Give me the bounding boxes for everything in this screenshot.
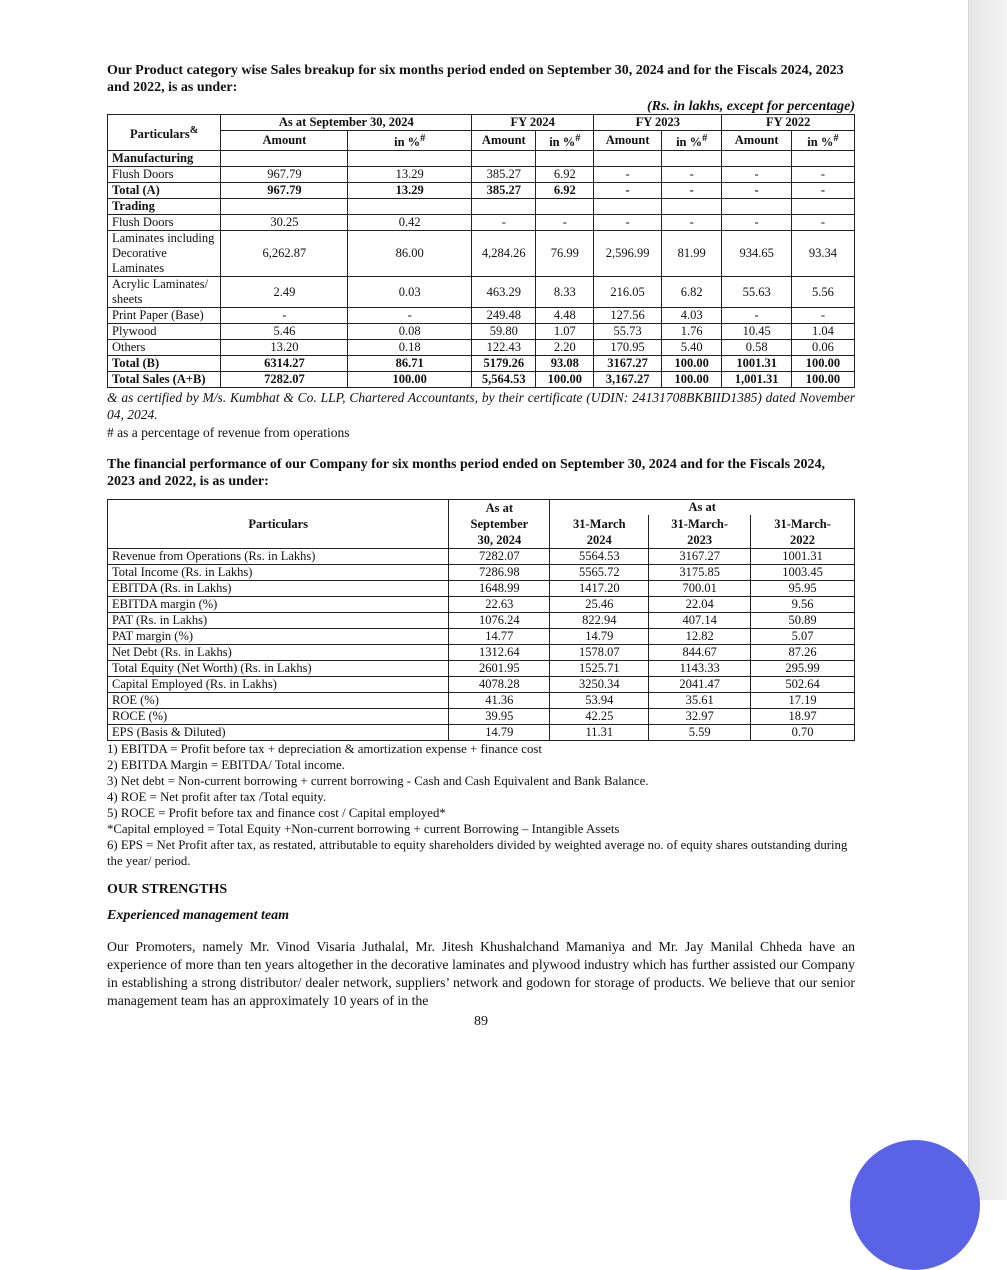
cell-value: 7282.07	[221, 372, 348, 388]
cell-value: -	[594, 215, 662, 231]
cell-value: 5.59	[649, 725, 751, 741]
cell-value: 11.31	[550, 725, 649, 741]
cell-value: -	[722, 183, 791, 199]
cell-value: 822.94	[550, 613, 649, 629]
cell-value: 55.73	[594, 324, 662, 340]
cell-value: 0.03	[348, 277, 472, 308]
definition-item: 2) EBITDA Margin = EBITDA/ Total income.	[107, 758, 345, 773]
row-label: Total (B)	[108, 356, 221, 372]
cell-value: 5,564.53	[472, 372, 536, 388]
cell-value: 86.71	[348, 356, 472, 372]
cell-value: 1578.07	[550, 645, 649, 661]
cell-value: 76.99	[536, 231, 594, 277]
sales-col-sep2024: As at September 30, 2024	[221, 115, 472, 131]
sales-table	[107, 114, 855, 388]
cell-value: 95.95	[751, 581, 855, 597]
cell-value: 100.00	[536, 372, 594, 388]
sales-row	[108, 277, 855, 308]
row-label: Print Paper (Base)	[108, 308, 221, 324]
definition-item: *Capital employed = Total Equity +Non-current borrowing + current Borrowing – Intangible Assets	[107, 822, 620, 837]
row-label: Total Equity (Net Worth) (Rs. in Lakhs)	[108, 661, 449, 677]
sales-row	[108, 183, 855, 199]
cell-value: 50.89	[751, 613, 855, 629]
cell-value: 25.46	[550, 597, 649, 613]
cell-value: 7282.07	[449, 549, 550, 565]
cell-value: 844.67	[649, 645, 751, 661]
cell-value	[536, 199, 594, 215]
sales-heading: Our Product category wise Sales breakup for six months period ended on September 30, 2024 and for the Fiscals 2024, 2023 and 2022, is as under:	[107, 63, 844, 95]
cell-value: 100.00	[348, 372, 472, 388]
fin-col-particulars: Particulars	[108, 500, 449, 549]
cell-value: 700.01	[649, 581, 751, 597]
cell-value: 93.34	[791, 231, 854, 277]
sales-row	[108, 324, 855, 340]
sales-col-fy2022: FY 2022	[722, 115, 855, 131]
cell-value: -	[722, 167, 791, 183]
cell-value: 13.20	[221, 340, 348, 356]
cell-value: 9.56	[751, 597, 855, 613]
cell-value: 0.18	[348, 340, 472, 356]
certification-note: & as certified by M/s. Kumbhat & Co. LLP, Chartered Accountants, by their certificate (UDIN: 24131708BKBIID1385) dated November 04, 2024.	[107, 390, 855, 423]
cell-value: 59.80	[472, 324, 536, 340]
financial-row	[108, 597, 855, 613]
cell-value	[594, 151, 662, 167]
cell-value: -	[722, 215, 791, 231]
cell-value: 463.29	[472, 277, 536, 308]
cell-value: 55.63	[722, 277, 791, 308]
cell-value: 1.04	[791, 324, 854, 340]
financial-row	[108, 709, 855, 725]
row-label: Trading	[108, 199, 221, 215]
cell-value: 4.03	[661, 308, 721, 324]
cell-value: 1001.31	[751, 549, 855, 565]
cell-value: 86.00	[348, 231, 472, 277]
page-edge	[968, 0, 1007, 1200]
cell-value: 6,262.87	[221, 231, 348, 277]
section-row	[108, 199, 855, 215]
row-label: Manufacturing	[108, 151, 221, 167]
cell-value: 5564.53	[550, 549, 649, 565]
definitions-list	[107, 741, 855, 869]
cell-value: 1.07	[536, 324, 594, 340]
percentage-note: # as a percentage of revenue from operations	[107, 425, 350, 441]
cell-value: 1525.71	[550, 661, 649, 677]
fin-col-sep2024: As at September 30, 2024	[449, 500, 550, 549]
cell-value: -	[536, 215, 594, 231]
financial-row	[108, 677, 855, 693]
cell-value: 934.65	[722, 231, 791, 277]
cell-value: 385.27	[472, 183, 536, 199]
cell-value: 14.77	[449, 629, 550, 645]
cell-value: 41.36	[449, 693, 550, 709]
cell-value: 1076.24	[449, 613, 550, 629]
cell-value: 13.29	[348, 183, 472, 199]
document-page	[107, 62, 855, 1030]
cell-value: -	[791, 215, 854, 231]
definition-item: 3) Net debt = Non-current borrowing + current borrowing - Cash and Cash Equivalent and Bank Balance.	[107, 774, 649, 789]
cell-value: 2,596.99	[594, 231, 662, 277]
cell-value	[348, 151, 472, 167]
row-label: Plywood	[108, 324, 221, 340]
cell-value	[791, 199, 854, 215]
cell-value: 1417.20	[550, 581, 649, 597]
row-label: ROCE (%)	[108, 709, 449, 725]
cell-value	[791, 151, 854, 167]
cell-value: 2.20	[536, 340, 594, 356]
cell-value: 30.25	[221, 215, 348, 231]
definition-item: 4) ROE = Net profit after tax /Total equity.	[107, 790, 327, 805]
cell-value: -	[472, 215, 536, 231]
cell-value: 249.48	[472, 308, 536, 324]
cell-value: 5.56	[791, 277, 854, 308]
definition-item: 6) EPS = Net Profit after tax, as restated, attributable to equity shareholders divided by weighted average no. of equity shares outstanding during the year/ period.	[107, 838, 848, 869]
cell-value: 39.95	[449, 709, 550, 725]
cell-value: 8.33	[536, 277, 594, 308]
cell-value: 1143.33	[649, 661, 751, 677]
cell-value: 216.05	[594, 277, 662, 308]
cell-value	[221, 151, 348, 167]
financial-row	[108, 565, 855, 581]
cell-value: 100.00	[791, 356, 854, 372]
cell-value: 5.46	[221, 324, 348, 340]
cell-value: 12.82	[649, 629, 751, 645]
cell-value: -	[791, 308, 854, 324]
fin-col-asat: As at	[550, 500, 855, 516]
cell-value: 42.25	[550, 709, 649, 725]
row-label: ROE (%)	[108, 693, 449, 709]
row-label: EBITDA margin (%)	[108, 597, 449, 613]
row-label: Acrylic Laminates/ sheets	[108, 277, 221, 308]
row-label: Capital Employed (Rs. in Lakhs)	[108, 677, 449, 693]
row-label: Laminates including Decorative Laminates	[108, 231, 221, 277]
section-row	[108, 151, 855, 167]
cell-value: 2.49	[221, 277, 348, 308]
cell-value: 170.95	[594, 340, 662, 356]
sales-row	[108, 372, 855, 388]
cell-value: 6314.27	[221, 356, 348, 372]
financial-row	[108, 613, 855, 629]
cell-value: 100.00	[791, 372, 854, 388]
cell-value: -	[594, 183, 662, 199]
cell-value: 5565.72	[550, 565, 649, 581]
fin-col-mar2023: 31-March- 2023	[649, 515, 751, 548]
cell-value: 14.79	[449, 725, 550, 741]
units-note: (Rs. in lakhs, except for percentage)	[646, 99, 855, 114]
row-label: Total (A)	[108, 183, 221, 199]
cell-value: -	[791, 183, 854, 199]
financial-row	[108, 629, 855, 645]
cell-value: 17.19	[751, 693, 855, 709]
row-label: EPS (Basis & Diluted)	[108, 725, 449, 741]
cell-value: 22.04	[649, 597, 751, 613]
cell-value: 6.92	[536, 183, 594, 199]
cell-value: 4,284.26	[472, 231, 536, 277]
cell-value: 7286.98	[449, 565, 550, 581]
row-label: PAT margin (%)	[108, 629, 449, 645]
cell-value: -	[722, 308, 791, 324]
cell-value: 295.99	[751, 661, 855, 677]
management-subheading: Experienced management team	[107, 908, 289, 924]
cell-value: 0.58	[722, 340, 791, 356]
cell-value: 100.00	[661, 372, 721, 388]
cell-value: 93.08	[536, 356, 594, 372]
sales-row	[108, 356, 855, 372]
definition-item: 5) ROCE = Profit before tax and finance cost / Capital employed*	[107, 806, 446, 821]
sales-row	[108, 340, 855, 356]
cell-value: 1648.99	[449, 581, 550, 597]
cell-value: 22.63	[449, 597, 550, 613]
row-label: Revenue from Operations (Rs. in Lakhs)	[108, 549, 449, 565]
sales-row	[108, 231, 855, 277]
financial-heading: The financial performance of our Company for six months period ended on September 30, 2024 and for the Fiscals 2024, 2023 and 2022, is as under:	[107, 457, 826, 490]
row-label: Total Sales (A+B)	[108, 372, 221, 388]
cell-value: 127.56	[594, 308, 662, 324]
strengths-heading: OUR STRENGTHS	[107, 882, 228, 898]
financial-row	[108, 661, 855, 677]
row-label: Flush Doors	[108, 215, 221, 231]
sales-row	[108, 167, 855, 183]
cell-value: 3167.27	[649, 549, 751, 565]
cell-value	[722, 199, 791, 215]
cell-value: 1.76	[661, 324, 721, 340]
cell-value: 18.97	[751, 709, 855, 725]
cell-value: 32.97	[649, 709, 751, 725]
cell-value: 3167.27	[594, 356, 662, 372]
cell-value: 3175.85	[649, 565, 751, 581]
cell-value	[661, 151, 721, 167]
row-label: EBITDA (Rs. in Lakhs)	[108, 581, 449, 597]
cell-value: 0.42	[348, 215, 472, 231]
cell-value: 4.48	[536, 308, 594, 324]
sales-row	[108, 308, 855, 324]
cell-value: 13.29	[348, 167, 472, 183]
floating-action-button[interactable]	[850, 1140, 980, 1270]
cell-value: -	[791, 167, 854, 183]
cell-value: 100.00	[661, 356, 721, 372]
cell-value: 407.14	[649, 613, 751, 629]
cell-value: 1312.64	[449, 645, 550, 661]
fin-col-mar2022: 31-March- 2022	[751, 515, 855, 548]
cell-value: 1001.31	[722, 356, 791, 372]
page-number: 89	[474, 1014, 488, 1030]
cell-value	[536, 151, 594, 167]
sales-subheader-row: Amount in %# Amount in %# Amount in %# Amount in %#	[108, 131, 855, 151]
cell-value: 502.64	[751, 677, 855, 693]
financial-row	[108, 549, 855, 565]
cell-value: 53.94	[550, 693, 649, 709]
cell-value: 0.70	[751, 725, 855, 741]
cell-value: 87.26	[751, 645, 855, 661]
cell-value: 1,001.31	[722, 372, 791, 388]
cell-value	[472, 151, 536, 167]
cell-value: 1003.45	[751, 565, 855, 581]
financial-table	[107, 499, 855, 741]
financial-row	[108, 725, 855, 741]
cell-value: 10.45	[722, 324, 791, 340]
fin-col-mar2024: 31-March 2024	[550, 515, 649, 548]
row-label: Others	[108, 340, 221, 356]
cell-value: 967.79	[221, 167, 348, 183]
cell-value: -	[221, 308, 348, 324]
sales-col-fy2024: FY 2024	[472, 115, 594, 131]
cell-value: 3250.34	[550, 677, 649, 693]
financial-row	[108, 645, 855, 661]
cell-value: 35.61	[649, 693, 751, 709]
cell-value: 4078.28	[449, 677, 550, 693]
cell-value: -	[661, 183, 721, 199]
cell-value: 81.99	[661, 231, 721, 277]
cell-value: 0.08	[348, 324, 472, 340]
financial-row	[108, 581, 855, 597]
financial-row	[108, 693, 855, 709]
sales-col-particulars: Particulars&	[108, 115, 221, 151]
cell-value: 6.82	[661, 277, 721, 308]
cell-value: 5.07	[751, 629, 855, 645]
cell-value	[722, 151, 791, 167]
cell-value	[594, 199, 662, 215]
cell-value: -	[661, 215, 721, 231]
cell-value: 5179.26	[472, 356, 536, 372]
cell-value: 2601.95	[449, 661, 550, 677]
cell-value	[348, 199, 472, 215]
cell-value: 3,167.27	[594, 372, 662, 388]
cell-value: -	[661, 167, 721, 183]
row-label: PAT (Rs. in Lakhs)	[108, 613, 449, 629]
row-label: Total Income (Rs. in Lakhs)	[108, 565, 449, 581]
cell-value: 14.79	[550, 629, 649, 645]
cell-value: 122.43	[472, 340, 536, 356]
sales-col-fy2023: FY 2023	[594, 115, 722, 131]
row-label: Net Debt (Rs. in Lakhs)	[108, 645, 449, 661]
cell-value	[472, 199, 536, 215]
cell-value	[221, 199, 348, 215]
cell-value: 2041.47	[649, 677, 751, 693]
cell-value	[661, 199, 721, 215]
cell-value: 385.27	[472, 167, 536, 183]
sales-row	[108, 215, 855, 231]
cell-value: 0.06	[791, 340, 854, 356]
cell-value: -	[594, 167, 662, 183]
definition-item: 1) EBITDA = Profit before tax + depreciation & amortization expense + finance cost	[107, 742, 542, 757]
row-label: Flush Doors	[108, 167, 221, 183]
cell-value: 6.92	[536, 167, 594, 183]
management-paragraph: Our Promoters, namely Mr. Vinod Visaria Juthalal, Mr. Jitesh Khushalchand Mamaniya and Mr. Jay Manilal Chheda have an experience of more than ten years altogether in the decorative laminates and plywood industry which has further assisted our Company in establishing a strong distributor/ dealer network, suppliers’ network and godown for storage of products. We believe that our senior management team has an approximately 10 years of in the	[107, 939, 855, 1009]
cell-value: 5.40	[661, 340, 721, 356]
cell-value: -	[348, 308, 472, 324]
cell-value: 967.79	[221, 183, 348, 199]
